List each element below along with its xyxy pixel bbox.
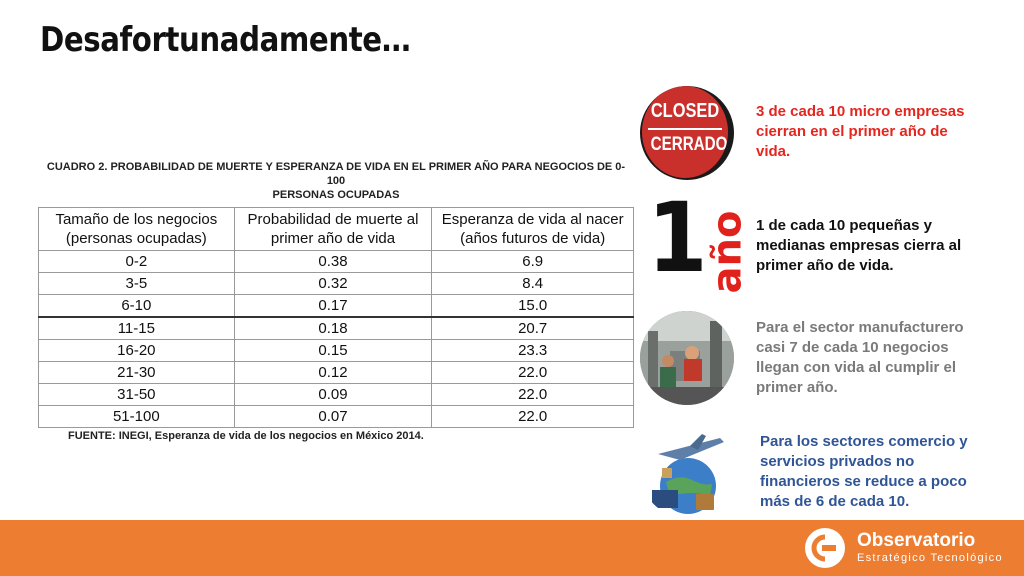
- cell-probability: 0.07: [234, 406, 432, 428]
- brand-name: Observatorio: [857, 530, 976, 551]
- point-commerce-services-text: Para los sectores comercio y servicios privados no financieros se reduce a poco más de 6 de cada 10.: [760, 433, 968, 510]
- point-manufacturing: [756, 318, 986, 398]
- cell-expectancy: 22.0: [432, 384, 634, 406]
- cell-size: 6-10: [39, 295, 235, 318]
- one-digit: 1: [647, 182, 708, 294]
- cell-size: 51-100: [39, 406, 235, 428]
- point-small-medium-businesses-text: 1 de cada 10 pequeñas y medianas empresas cierra al primer año de vida.: [756, 217, 962, 274]
- point-micro-businesses-text: 3 de cada 10 micro empresas cierran en el primer año de vida.: [756, 103, 965, 160]
- table-row: [39, 340, 634, 362]
- point-micro-businesses: [756, 102, 986, 162]
- cell-probability: 0.17: [234, 295, 432, 318]
- table-row: [39, 273, 634, 295]
- point-commerce-services: [760, 432, 990, 512]
- table-row: [39, 317, 634, 340]
- point-small-medium-businesses: [756, 216, 986, 276]
- closed-sign-image: [640, 86, 734, 180]
- cell-probability: 0.15: [234, 340, 432, 362]
- table-row: [39, 406, 634, 428]
- table-caption-line-2: PERSONAS OCUPADAS: [272, 189, 400, 201]
- cell-expectancy: 22.0: [432, 406, 634, 428]
- cell-size: 31-50: [39, 384, 235, 406]
- cell-probability: 0.09: [234, 384, 432, 406]
- year-word: año: [704, 210, 751, 294]
- cell-probability: 0.32: [234, 273, 432, 295]
- table-row: [39, 295, 634, 318]
- cell-size: 21-30: [39, 362, 235, 384]
- cell-probability: 0.38: [234, 251, 432, 273]
- cell-expectancy: 20.7: [432, 317, 634, 340]
- point-manufacturing-text: Para el sector manufacturero casi 7 de cada 10 negocios llegan con vida al cumplir el primer año.: [756, 319, 964, 396]
- table-header-row: [39, 208, 634, 251]
- table-row: [39, 384, 634, 406]
- cell-size: 16-20: [39, 340, 235, 362]
- cell-size: 3-5: [39, 273, 235, 295]
- cell-expectancy: 15.0: [432, 295, 634, 318]
- header-life-expectancy: Esperanza de vida al nacer (años futuros de vida): [432, 208, 634, 251]
- observatorio-logo-icon: [805, 528, 845, 568]
- brand-subtitle: Estratégico Tecnológico: [857, 552, 1003, 564]
- header-death-probability: Probabilidad de muerte al primer año de vida: [234, 208, 432, 251]
- logistics-image: [640, 424, 734, 518]
- table-caption: [38, 160, 634, 202]
- cell-size: 0-2: [39, 251, 235, 273]
- table-row: [39, 251, 634, 273]
- closed-sign-text: CLOSED: [650, 100, 720, 122]
- table-caption-line-1: CUADRO 2. PROBABILIDAD DE MUERTE Y ESPERANZA DE VIDA EN EL PRIMER AÑO PARA NEGOCIOS DE 0-100: [46, 161, 626, 187]
- business-survival-table: [38, 207, 634, 428]
- cell-probability: 0.18: [234, 317, 432, 340]
- cell-expectancy: 8.4: [432, 273, 634, 295]
- one-year-image: [640, 182, 751, 294]
- cell-expectancy: 22.0: [432, 362, 634, 384]
- slide-title: Desafortunadamente…: [40, 20, 411, 60]
- cell-expectancy: 6.9: [432, 251, 634, 273]
- table-row: [39, 362, 634, 384]
- cell-expectancy: 23.3: [432, 340, 634, 362]
- header-business-size: Tamaño de los negocios (personas ocupadas): [39, 208, 235, 251]
- cerrado-sign-text: CERRADO: [650, 134, 728, 155]
- table-source: FUENTE: INEGI, Esperanza de vida de los negocios en México 2014.: [68, 430, 424, 442]
- cell-size: 11-15: [39, 317, 235, 340]
- factory-photo: [640, 311, 734, 405]
- cell-probability: 0.12: [234, 362, 432, 384]
